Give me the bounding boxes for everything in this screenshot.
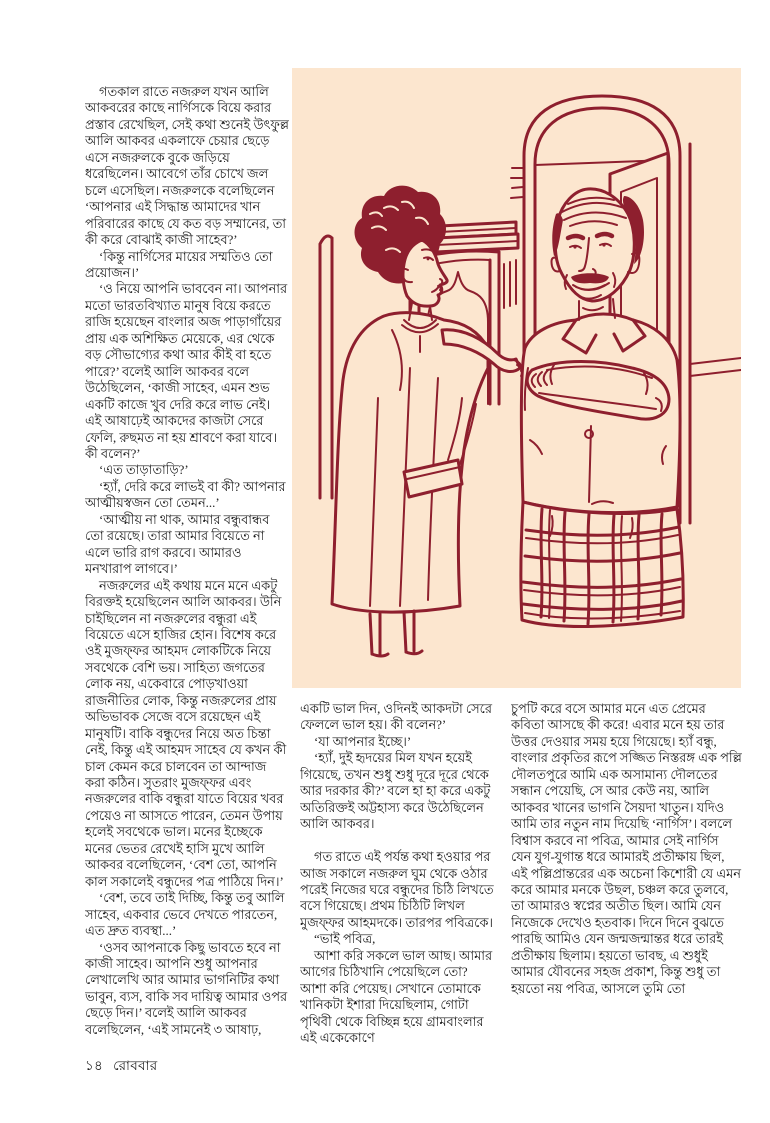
paragraph: ‘ওসব আপনাকে কিছু ভাবতে হবে না কাজী সাহেব। আপনি শুধু আপনার লেখালেখি আর আমার ভাগনিটির কথা ভাবুন, ব্যস, বাকি সব দায়িত্ব আমার ওপর ছেড়ে দিন।’ বলেই আলি আকবর বলেছিলেন, ‘এই সামনেই ৩ আষাঢ়, [85,940,288,1037]
paragraph: ‘হ্যাঁ, দেরি করে লাভই বা কী? আপনার আত্মীয়স্বজন তো তেমন...’ [85,479,286,511]
ali-mustache [571,273,609,283]
text-column-left [85,84,289,1046]
paragraph: ‘বেশ, তবে তাই দিচ্ছি, কিন্তু তবু আলি সাহেব, একবার ভেবে দেখতে পারতেন, এত দ্রুত ব্যবস্থা...’ [85,891,285,939]
page-number: ১৪ [85,1058,104,1073]
text-column-middle [300,701,496,1046]
paragraph: ‘কিন্তু নার্গিসের মায়ের সম্মতিও তো প্রয়োজন।’ [85,249,273,280]
magazine-title: রোববার [113,1058,158,1073]
paragraph: ‘এত তাড়াতাড়ি?’ [99,463,189,478]
paragraph: ‘হ্যাঁ, দুই হৃদয়ের মিল যখন হয়েই গিয়েছে, তখন শুধু শুধু দূরে দূরে থেকে আর দরকার কী?’ বলে হা হা করে একটু অতিরিক্তই অট্টহাস্য করে উঠেছিলেন আলি আকবর। [300,751,491,832]
ali-head [555,189,634,301]
page-footer [85,1055,158,1078]
magazine-illustration [292,68,741,688]
paragraph: নজরুলের এই কথায় মনে মনে একটু বিরক্তই হয়েছিলেন আলি আকবর। উনি চাইছিলেন না নজরুলের বন্ধুরা এই বিয়েতে এসে হাজির হোন। বিশেষ করে ওই মুজফ্ফর আহমদ লোকটিকে নিয়ে সবথেকে বেশি ভয়। সাহিত্য জগতের লোক নয়, একেবারে পোড়খাওয়া রাজনীতির লোক, কিন্তু নজরুলের প্রায় অভিভাবক সেজে বসে রয়েছেন এই মানুষটি। বাকি বন্ধুদের নিয়ে অত চিন্তা নেই, কিন্তু এই আহমদ সাহেব যে কখন কী চাল কেমন করে চালবেন তা আন্দাজ করা কঠিন। সুতরাং মুজফ্ফর এবং নজরুলের বাকি বন্ধুরা যাতে বিয়ের খবর পেয়েও না আসতে পারেন, তেমন উপায় হলেই সবথেকে ভাল। মনের ইচ্ছেকে মনের ভেতর রেখেই হাসি মুখে আলি আকবর বলেছিলেন, ‘বেশ তো, আপনি কাল সকালেই বন্ধুদের পত্র পাঠিয়ে দিন।’ [85,578,287,889]
paragraph: গতকাল রাতে নজরুল যখন আলি আকবরের কাছে নার্গিসকে বিয়ে করার প্রস্তাব রেখেছিল, সেই কথা শুনেই উৎফুল্ল আলি আকবর একলাফে চেয়ার ছেড়ে এসে নজরুলকে বুকে জড়িয়ে ধরেছিলেন। আবেগে তাঁর চোখে জল চলে এসেছিল। নজরুলকে বলেছিলেন ‘আপনার এই সিদ্ধান্ত আমাদের খান পরিবারের কাছে যে কত বড় সম্মানের, তা কী করে বোঝাই কাজী সাহেব?’ [85,85,289,248]
paragraph: গত রাতে এই পর্যন্ত কথা হওয়ার পর আজ সকালে নজরুল ঘুম থেকে ওঠার পরেই নিজের ঘরে বন্ধুদের চিঠি লিখতে বসে গিয়েছে। প্রথম চিঠিটি লিখল মুজফ্ফর আহমদকে। তারপর পবিত্রকে। [300,850,494,930]
figure-nazrul [332,186,522,656]
paragraph: একটি ভাল দিন, ওদিনই আকদটা সেরে ফেললে ভাল হয়। কী বলেন?’ [300,702,492,733]
paragraph: ‘ও নিয়ে আপনি ভাববেন না। আপনার মতো ভারতবিখ্যাত মানুষ বিয়ে করতে রাজি হয়েছেন বাংলার অজ পাড়াগাঁয়ের প্রায় এক অশিক্ষিত মেয়েকে, এর থেকে বড় সৌভাগ্যের কথা আর কীই বা হতে পারে?’ বলেই আলি আকবর বলে উঠেছিলেন, ‘কাজী সাহেব, এমন শুভ একটি কাজে খুব দেরি করে লাভ নেই। এই আষাঢ়েই আকদের কাজটা সেরে ফেলি, রুছমত না হয় শ্রাবণে করা যাবে। কী বলেন?’ [85,282,288,461]
text-column-right [511,701,742,1046]
nazrul-legs [370,611,422,656]
paragraph: আশা করি সকলে ভাল আছ। আমার আগের চিঠিখানি পেয়েছিলে তো? আশা করি পেয়েছ। সেখানে তোমাকে খানিকটা ইশারা দিয়েছিলাম, গোটা পৃথিবী থেকে বিচ্ছিন্ন হয়ে গ্রামবাংলার এই একেকোণে [300,948,493,1046]
paragraph: চুপটি করে বসে আমার মনে এত প্রেমের কবিতা আসছে কী করে! এবার মনে হয় তার উত্তর দেওয়ার সময় হয়ে গিয়েছে। হ্যাঁ বন্ধু, বাংলার প্রকৃতির রূপে সজ্জিত নিস্তরঙ্গ এক পল্লি দৌলতপুরে আমি এক অসামান্য দৌলতের সন্ধান পেয়েছি, সে আর কেউ নয়, আলি আকবর খানের ভাগনি সৈয়দা খাতুন। যদিও আমি তার নতুন নাম দিয়েছি ‘নার্গিস’। বললে বিশ্বাস করবে না পবিত্র, আমার সেই নার্গিস যেন যুগ-যুগান্ত ধরে আমারই প্রতীক্ষায় ছিল, এই পল্লিপ্রান্তরের এক অচেনা কিশোরী যে এমন করে আমার মনকে উছল, চঞ্চল করে তুলবে, তা আমারও স্বপ্নের অতীত ছিল। আমি যেন নিজেকে দেখেও হতবাক। দিনে দিনে বুঝতে পারছি আমিও যেন জন্মজন্মান্তর ধরে তারই প্রতীক্ষায় ছিলাম। হয়তো ভাবছ, এ শুধুই আমার যৌবনের সহজ প্রকাশ, কিন্তু শুধু তা হয়তো নয় পবিত্র, আসলে তুমি তো [511,702,742,996]
paragraph: “ভাই পবিত্র, [314,932,376,947]
paragraph: ‘আত্মীয় না থাক, আমার বন্ধুবান্ধব তো রয়েছে। তারা আমার বিয়েতে না এলে ভারি রাগ করবে। আমারও মনখারাপ লাগবে।’ [85,512,270,577]
books-stack [436,222,518,252]
nazrul-kurta [332,313,488,612]
illustration-svg [292,68,741,688]
paragraph: ‘যা আপনার ইচ্ছে।’ [314,734,412,749]
